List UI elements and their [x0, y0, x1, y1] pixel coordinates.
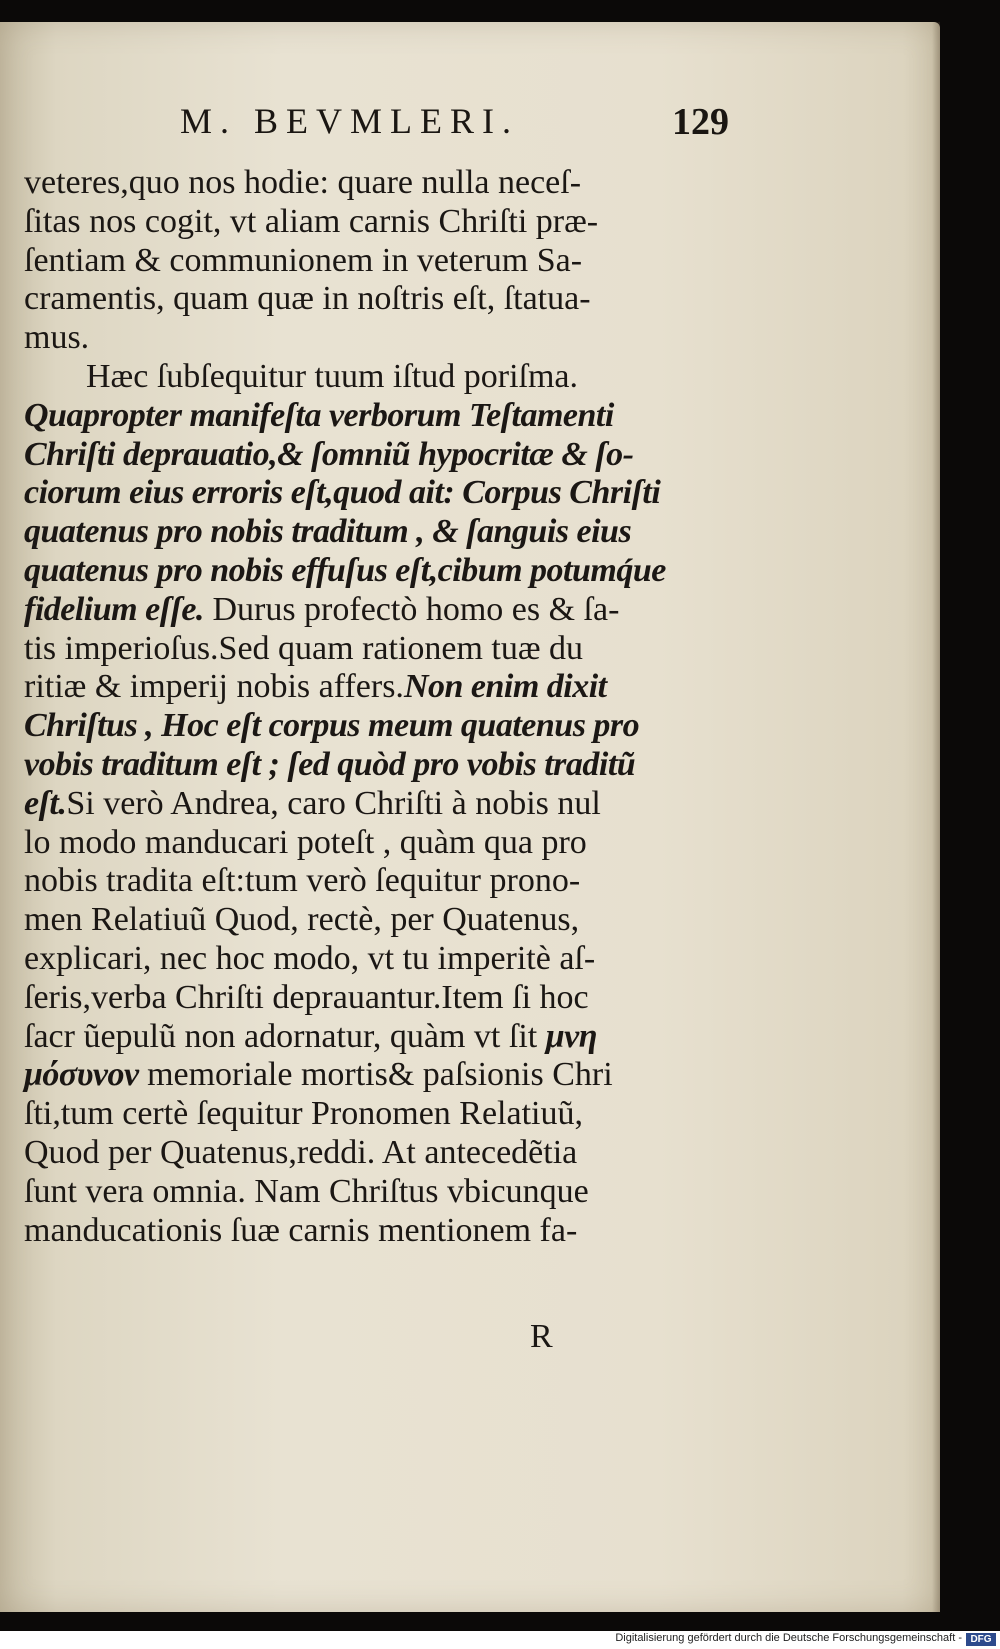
text-segment: memoriale mortis& paſsionis Chri — [138, 1056, 613, 1094]
text-line — [24, 1134, 704, 1173]
footer-credit: Digitalisierung gefördert durch die Deutsche Forschungsgemeinschaft - — [615, 1632, 962, 1644]
dfg-logo: DFG — [966, 1633, 996, 1646]
italic-text-segment: vobis traditum eſt ; ſed quòd pro vobis traditũ — [24, 745, 636, 783]
text-line — [24, 358, 704, 397]
text-line — [24, 1173, 704, 1212]
text-segment: Durus profectò homo es & ſa- — [203, 590, 620, 628]
text-line — [24, 242, 704, 281]
italic-text-segment: Chriſti deprauatio,& ſomniũ hypocritæ & ſo- — [24, 435, 634, 473]
page-edge-shadow — [932, 22, 940, 1612]
text-line — [24, 1056, 704, 1095]
text-line — [24, 940, 704, 979]
italic-text-segment: quatenus pro nobis effuſus eſt,cibum potumq́ue — [24, 551, 666, 589]
text-line — [24, 1212, 704, 1251]
text-line — [24, 746, 704, 785]
text-segment: ſunt vera omnia. Nam Chriſtus vbicunque — [24, 1172, 589, 1210]
text-line — [24, 668, 704, 707]
text-segment: Si verò Andrea, caro Chriſti à nobis nul — [66, 784, 601, 822]
text-segment: ſitas nos cogit, vt aliam carnis Chriſti præ- — [24, 202, 599, 240]
text-line — [24, 203, 704, 242]
text-line — [24, 280, 704, 319]
text-segment: mus. — [24, 319, 90, 357]
text-segment: Quod per Quatenus,reddi. At antecedẽtia — [24, 1133, 578, 1171]
text-line — [24, 901, 704, 940]
page-number: 129 — [672, 101, 729, 143]
text-segment: Hæc ſubſequitur tuum iſtud poriſma. — [86, 357, 579, 395]
italic-text-segment: ciorum eius erroris eſt,quod ait: Corpus Chriſti — [24, 474, 661, 512]
text-segment: men Relatiuũ Quod, rectè, per Quatenus, — [24, 901, 580, 939]
text-line — [24, 707, 704, 746]
text-segment: nobis tradita eſt:tum verò ſequitur prono- — [24, 862, 581, 900]
footer-bar — [0, 1631, 1000, 1649]
text-segment: cramentis, quam quæ in noſtris eſt, ſtatua- — [24, 280, 591, 318]
text-segment: ſti,tum certè ſequitur Pronomen Relatiuũ, — [24, 1095, 583, 1133]
italic-text-segment: Non enim dixit — [403, 668, 607, 706]
text-line — [24, 319, 704, 358]
text-segment: manducationis ſuæ carnis mentionem fa- — [24, 1211, 578, 1249]
body-text — [24, 164, 704, 1250]
text-segment: ſeris,verba Chriſti deprauantur.Item ſi hoc — [24, 978, 589, 1016]
text-segment: ſacr ũepulũ non adornatur, quàm vt ſit — [24, 1017, 546, 1055]
page-header — [0, 82, 940, 142]
italic-text-segment: Quapropter manifeſta verborum Teſtamenti — [24, 396, 614, 434]
text-segment: tis imperioſus.Sed quam rationem tuæ du — [24, 629, 584, 667]
text-segment: ritiæ & imperij nobis affers. — [24, 668, 404, 706]
text-line — [24, 862, 704, 901]
text-line — [24, 436, 704, 475]
italic-text-segment: Chriſtus , Hoc eſt corpus meum quatenus pro — [24, 707, 640, 745]
text-segment: ſentiam & communionem in veterum Sa- — [24, 241, 583, 279]
italic-text-segment: eſt. — [24, 784, 67, 822]
text-line — [24, 1018, 704, 1057]
text-line — [24, 630, 704, 669]
text-line — [24, 552, 704, 591]
italic-text-segment: fidelium eſſe. — [24, 590, 204, 628]
text-line — [24, 397, 704, 436]
text-segment: veteres,quo nos hodie: quare nulla neceſ- — [24, 164, 582, 201]
italic-text-segment: μόσυνον — [24, 1056, 139, 1094]
text-segment: lo modo manducari poteſt , quàm qua pro — [24, 823, 587, 861]
italic-text-segment: quatenus pro nobis traditum , & ſanguis eius — [24, 513, 632, 551]
text-line — [24, 164, 704, 203]
italic-text-segment: μνη — [545, 1017, 597, 1055]
text-line — [24, 824, 704, 863]
running-head: M. BEVMLERI. — [180, 101, 519, 141]
catchword: R — [530, 1318, 553, 1355]
text-line — [24, 513, 704, 552]
text-line — [24, 979, 704, 1018]
text-line — [24, 474, 704, 513]
text-line — [24, 591, 704, 630]
book-page — [0, 22, 940, 1612]
text-line — [24, 1095, 704, 1134]
text-line — [24, 785, 704, 824]
text-segment: explicari, nec hoc modo, vt tu imperitè aſ- — [24, 939, 596, 977]
